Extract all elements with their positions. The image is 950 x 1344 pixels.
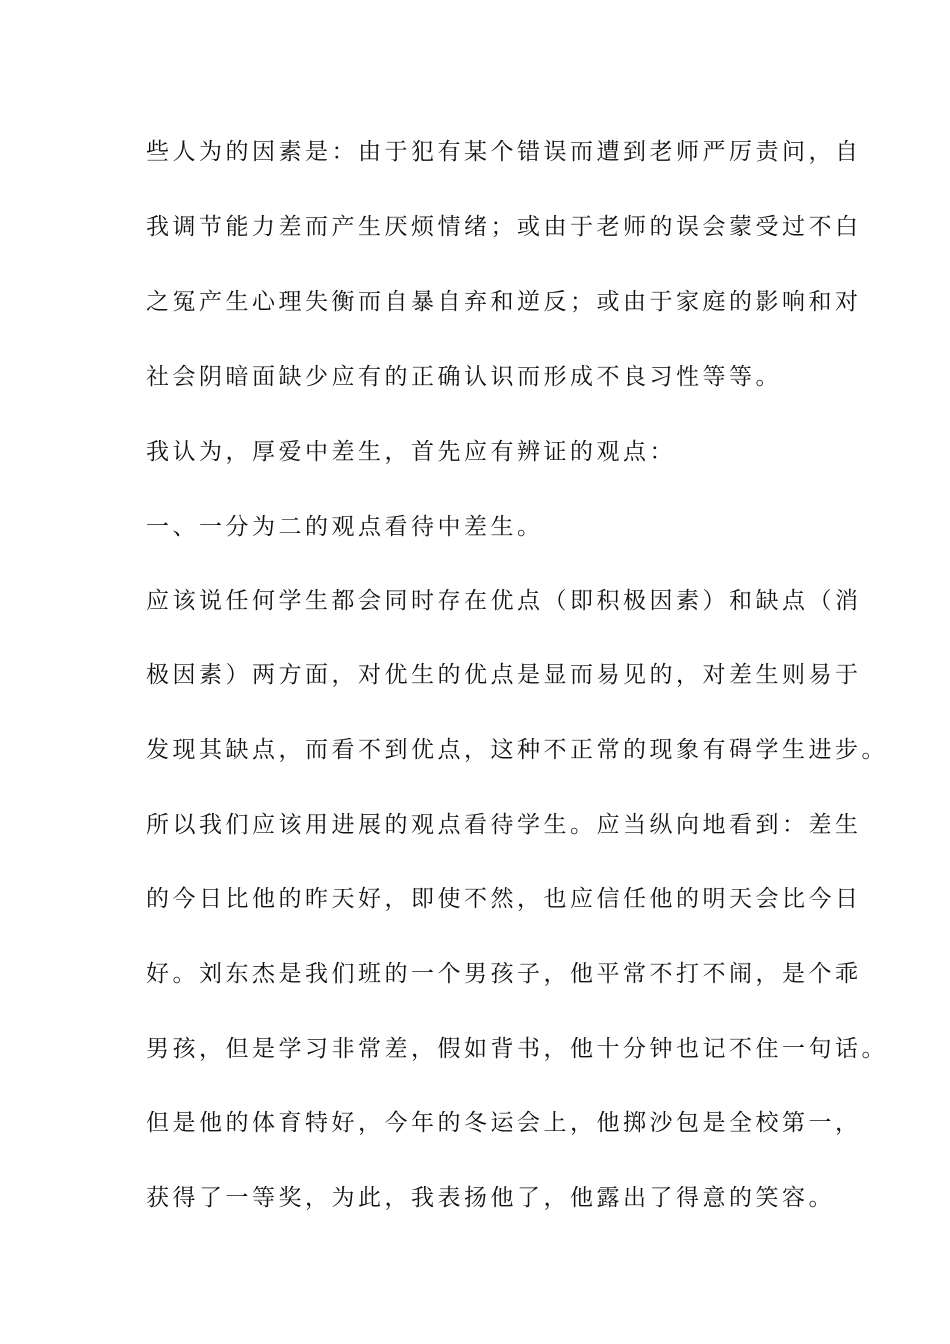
text-line: 的今日比他的昨天好，即使不然，也应信任他的明天会比今日 xyxy=(146,886,862,912)
text-line: 些人为的因素是：由于犯有某个错误而遭到老师严厉责问，自 xyxy=(146,139,862,165)
text-line: 极因素）两方面，对优生的优点是显而易见的，对差生则易于 xyxy=(146,662,862,688)
text-line: 获得了一等奖，为此，我表扬他了，他露出了得意的笑容。 xyxy=(146,1185,835,1211)
text-line: 我认为，厚爱中差生，首先应有辨证的观点： xyxy=(146,439,676,465)
text-line: 好。刘东杰是我们班的一个男孩子，他平常不打不闹，是个乖 xyxy=(146,961,862,987)
text-line: 所以我们应该用进展的观点看待学生。应当纵向地看到：差生 xyxy=(146,812,862,838)
text-line: 发现其缺点，而看不到优点，这种不正常的现象有碍学生进步。 xyxy=(146,737,888,763)
section-heading: 一、一分为二的观点看待中差生。 xyxy=(146,514,544,540)
text-line: 我调节能力差而产生厌烦情绪；或由于老师的误会蒙受过不白 xyxy=(146,214,862,240)
text-line: 之冤产生心理失衡而自暴自弃和逆反；或由于家庭的影响和对 xyxy=(146,289,862,315)
text-line: 应该说任何学生都会同时存在优点（即积极因素）和缺点（消 xyxy=(146,588,862,614)
text-line: 社会阴暗面缺少应有的正确认识而形成不良习性等等。 xyxy=(146,364,782,390)
text-line: 男孩，但是学习非常差，假如背书，他十分钟也记不住一句话。 xyxy=(146,1036,888,1062)
text-line: 但是他的体育特好，今年的冬运会上，他掷沙包是全校第一， xyxy=(146,1110,862,1136)
